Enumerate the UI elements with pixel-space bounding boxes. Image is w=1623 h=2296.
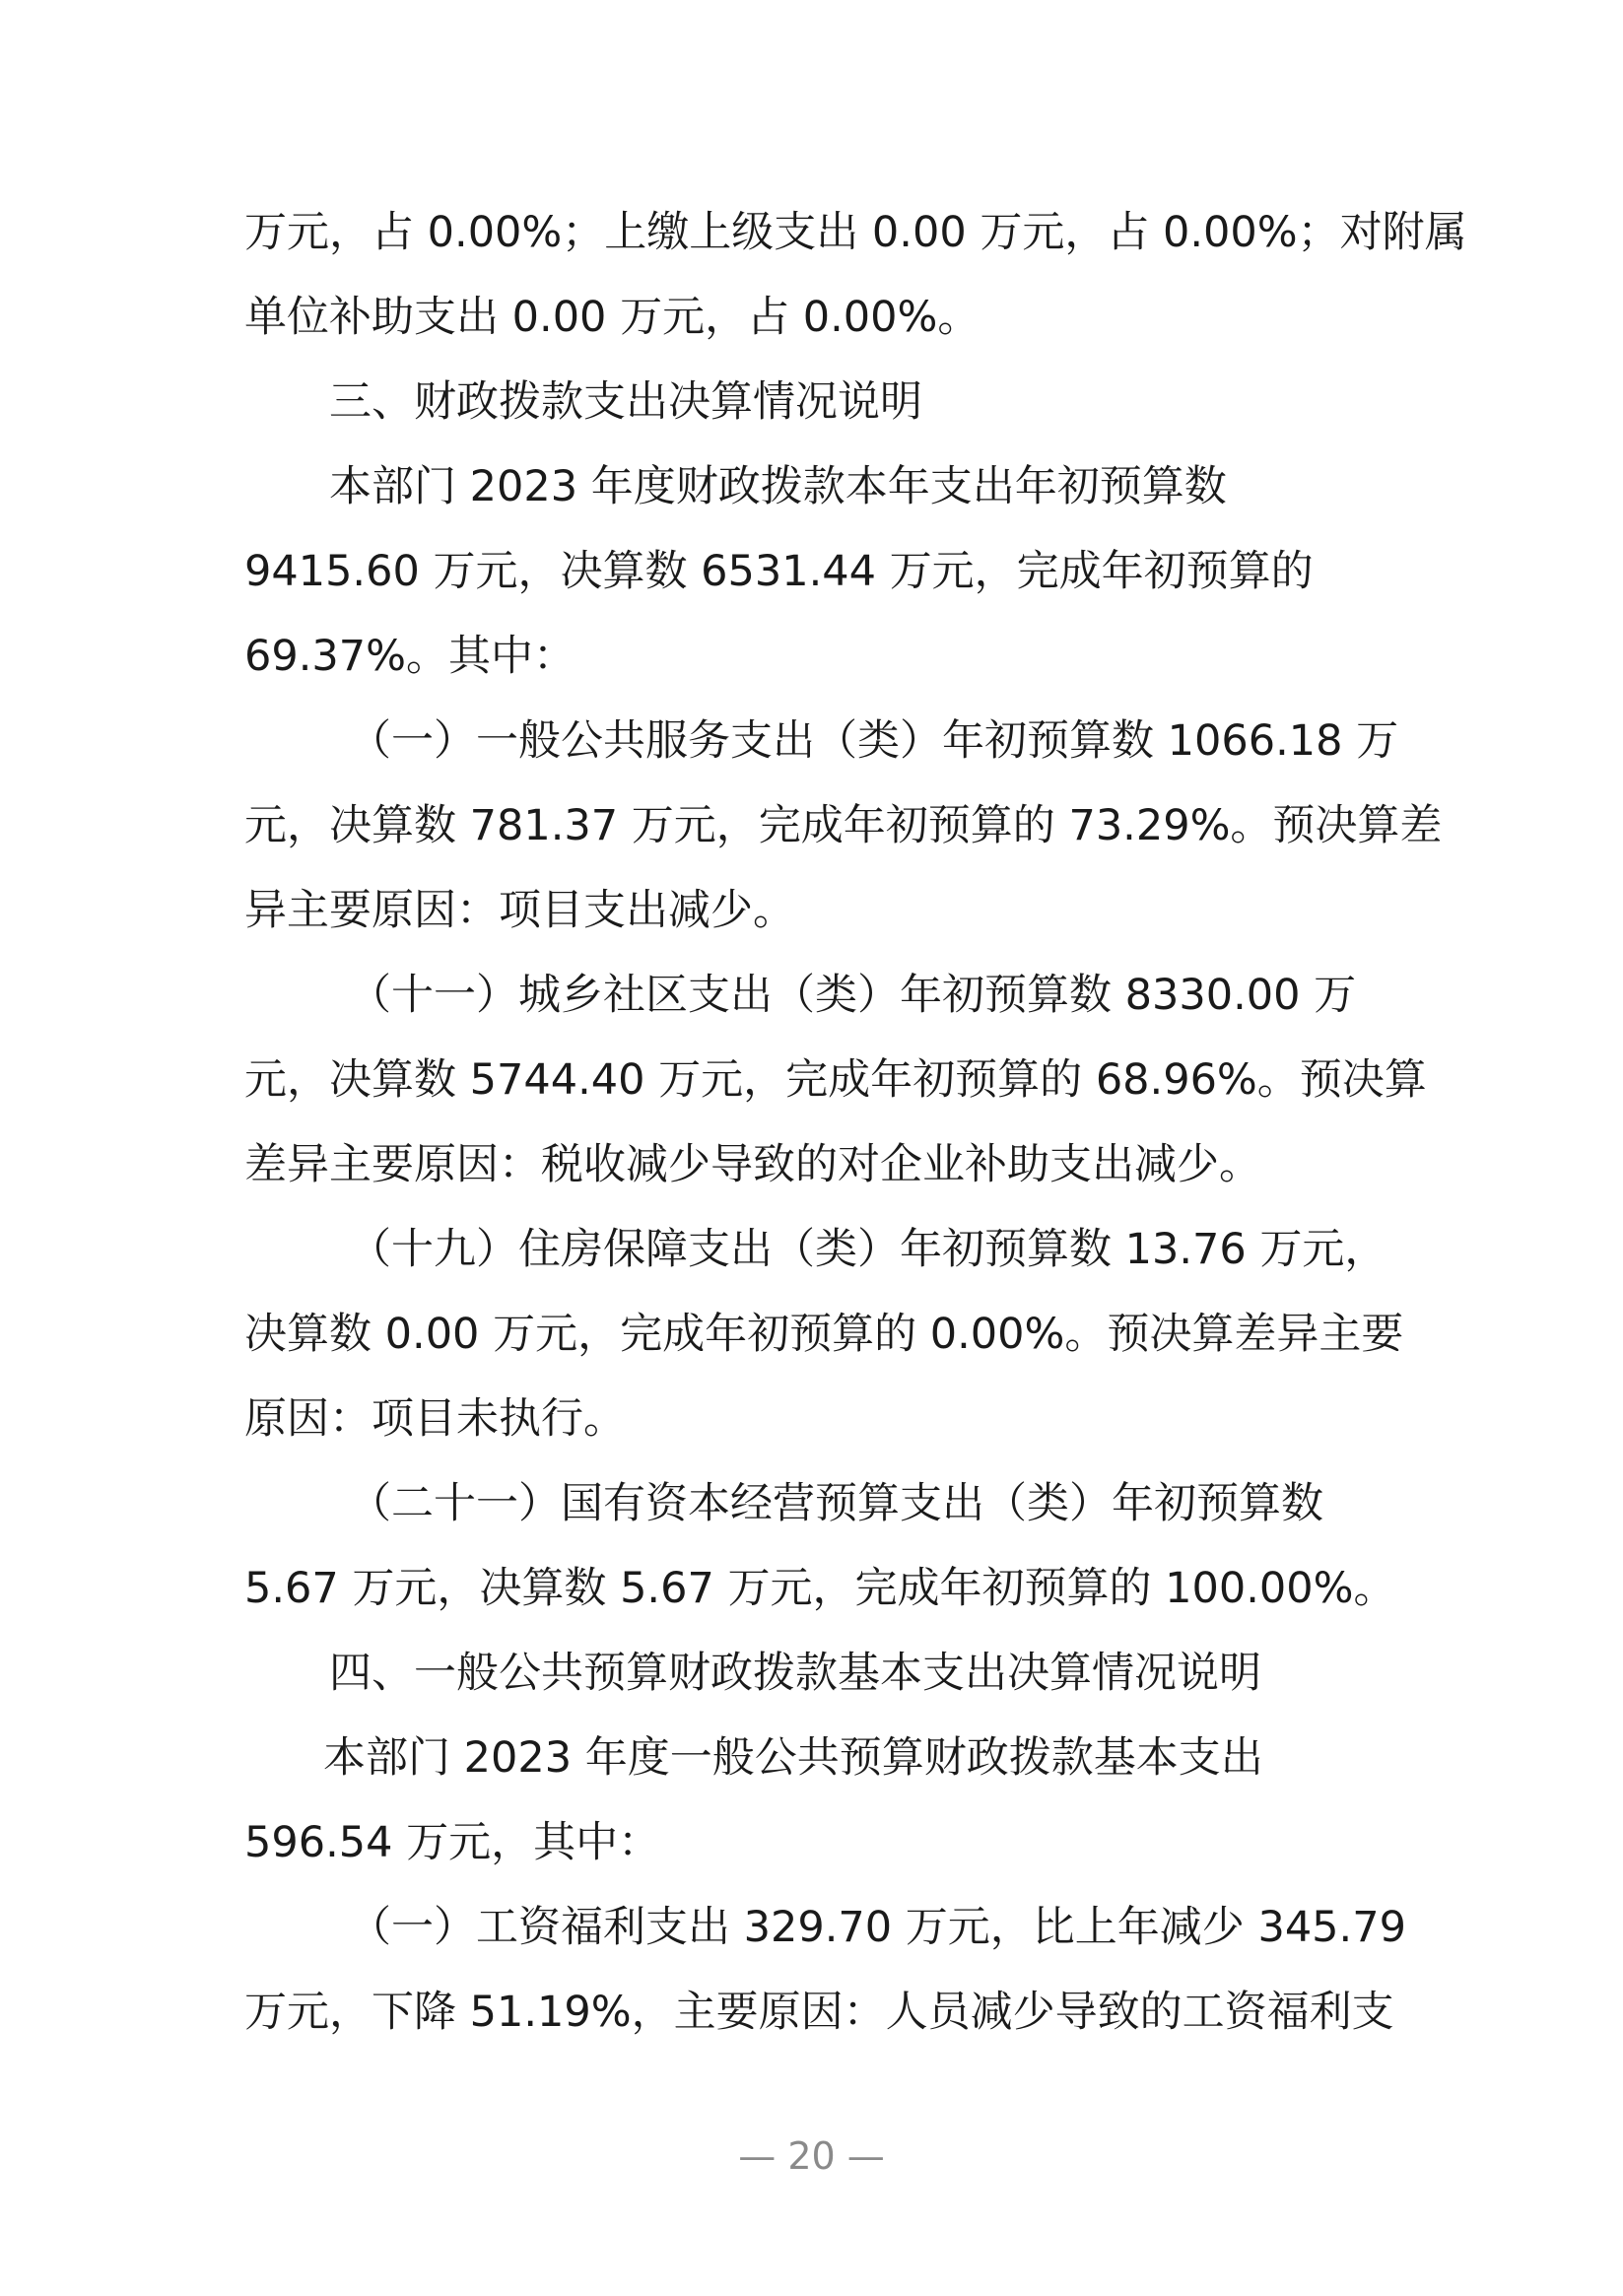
text-line: 万元，下降 51.19%，主要原因：人员减少导致的工资福利支 bbox=[244, 1988, 1394, 2037]
text-line: 5.67 万元，决算数 5.67 万元，完成年初预算的 100.00%。 bbox=[244, 1564, 1396, 1613]
text-line: 单位补助支出 0.00 万元，占 0.00%。 bbox=[244, 293, 981, 342]
page-number: — 20 — bbox=[738, 2134, 885, 2178]
text-line: 本部门 2023 年度一般公共预算财政拨款基本支出 bbox=[323, 1733, 1263, 1783]
text-line: 本部门 2023 年度财政拨款本年支出年初预算数 bbox=[329, 462, 1227, 511]
text-line: （一）工资福利支出 329.70 万元，比上年减少 345.79 bbox=[349, 1903, 1406, 1952]
text-line: 596.54 万元，其中： bbox=[244, 1818, 661, 1867]
text-line: 决算数 0.00 万元，完成年初预算的 0.00%。预决算差异主要 bbox=[244, 1310, 1404, 1359]
text-line: （十一）城乡社区支出（类）年初预算数 8330.00 万 bbox=[349, 971, 1357, 1020]
text-line: （十九）住房保障支出（类）年初预算数 13.76 万元， bbox=[349, 1225, 1387, 1274]
text-line: 69.37%。其中： bbox=[244, 632, 575, 681]
text-line: 万元，占 0.00%；上缴上级支出 0.00 万元，占 0.00%；对附属 bbox=[244, 208, 1467, 257]
text-line: （一）一般公共服务支出（类）年初预算数 1066.18 万 bbox=[349, 716, 1399, 766]
text-line: 元，决算数 5744.40 万元，完成年初预算的 68.96%。预决算 bbox=[244, 1055, 1427, 1105]
text-line: 差异主要原因：税收减少导致的对企业补助支出减少。 bbox=[244, 1140, 1261, 1189]
section-heading: 三、财政拨款支出决算情况说明 bbox=[329, 377, 922, 427]
text-line: 异主要原因：项目支出减少。 bbox=[244, 886, 795, 935]
text-line: （二十一）国有资本经营预算支出（类）年初预算数 bbox=[349, 1479, 1323, 1528]
section-heading: 四、一般公共预算财政拨款基本支出决算情况说明 bbox=[329, 1649, 1261, 1698]
text-line: 原因：项目未执行。 bbox=[244, 1394, 626, 1444]
text-line: 元，决算数 781.37 万元，完成年初预算的 73.29%。预决算差 bbox=[244, 801, 1443, 850]
text-line: 9415.60 万元，决算数 6531.44 万元，完成年初预算的 bbox=[244, 547, 1314, 596]
